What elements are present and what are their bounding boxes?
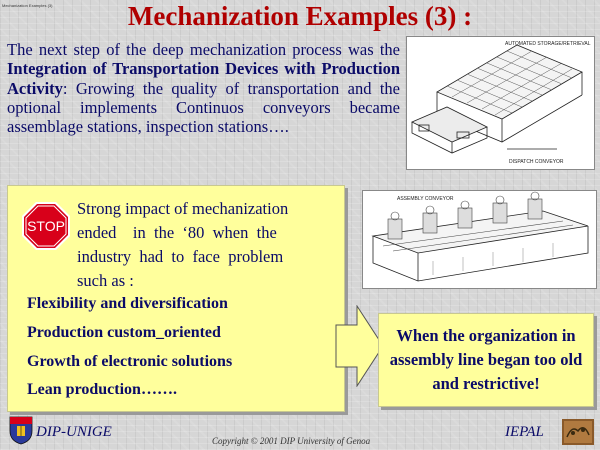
intro-emphasis: Integration of Transportation Devices with Production Activity: [7, 59, 400, 98]
footer-organization: DIP-UNIGE: [36, 424, 112, 440]
stop-sign-icon: [21, 201, 71, 251]
impact-line: ended in the ‘80 when the: [77, 223, 277, 242]
footer-copyright: Copyright © 2001 DIP University of Genoa: [212, 436, 371, 446]
impact-text: [77, 197, 338, 293]
list-item: Growth of electronic solutions: [27, 353, 233, 370]
assembly-line-drawing: [363, 191, 596, 288]
tiny-caption: Mechanization Examples (3): [2, 3, 53, 8]
storage-retrieval-illustration: [406, 36, 595, 170]
intro-part-1: The next step of the deep mechanization process was the: [7, 40, 400, 59]
result-box: When the organization in assembly line began too old and restrictive!: [378, 313, 594, 407]
footer-brand: IEPAL: [505, 424, 544, 440]
intro-paragraph: [7, 40, 400, 136]
university-crest-icon: [8, 415, 34, 445]
assembly-line-illustration: [362, 190, 597, 289]
list-item: Production custom_oriented: [27, 324, 221, 341]
illustration-label-bottom: DISPATCH CONVEYOR: [509, 159, 564, 165]
page-title: Mechanization Examples (3) :: [127, 1, 473, 31]
impact-line: Strong impact of mechanization: [77, 199, 289, 218]
storage-retrieval-drawing: [407, 37, 594, 169]
intro-part-2: : Growing the quality of transportation and the optional implements Continuos conveyors became assemblage stations, inspection stations….: [7, 78, 400, 137]
impact-box: [7, 185, 345, 412]
impact-line: such as :: [77, 271, 134, 290]
stop-sign-label: STOP: [27, 218, 65, 234]
list-item: Flexibility and diversification: [27, 295, 228, 312]
impact-line: industry had to face problem: [77, 247, 284, 266]
list-item: Lean production…….: [27, 381, 177, 398]
illustration-label-mid: ASSEMBLY CONVEYOR: [397, 196, 454, 202]
illustration-label-top: AUTOMATED STORAGE/RETRIEVAL: [505, 41, 591, 47]
iepal-logo-icon: [562, 419, 594, 445]
